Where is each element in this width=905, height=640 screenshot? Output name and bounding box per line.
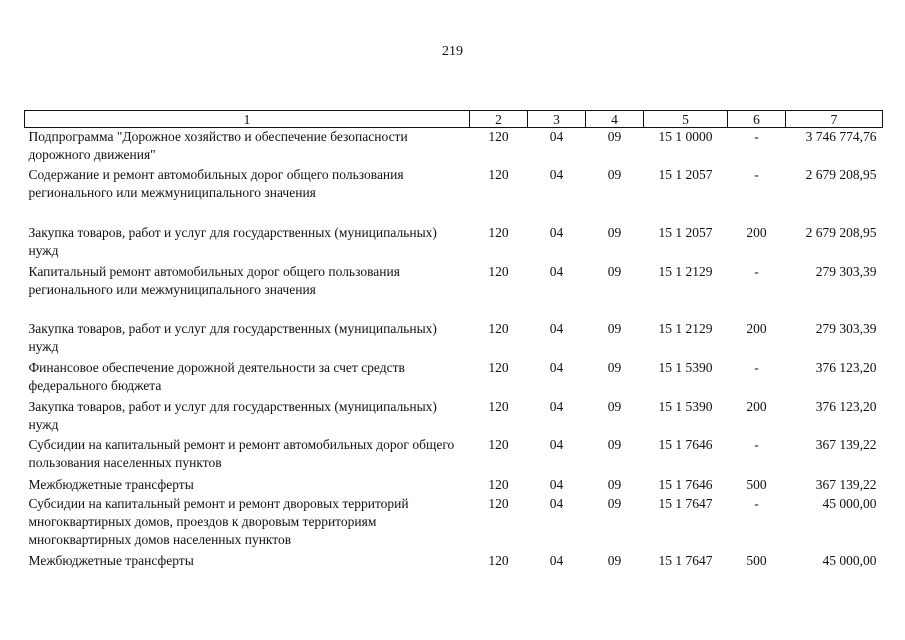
cell-subsection: 09 — [607, 436, 622, 452]
row-name: Финансовое обеспечение дорожной деятельности за счет средств федерального бюджета — [28, 359, 405, 393]
table-row — [25, 320, 883, 359]
table-row — [25, 436, 883, 476]
cell-section: 04 — [549, 129, 564, 144]
cell-section: 04 — [549, 320, 564, 336]
cell-expense-type: - — [754, 436, 759, 452]
cell-section: 04 — [549, 476, 564, 492]
cell-subsection: 09 — [607, 129, 622, 144]
cell-subsection: 09 — [607, 263, 622, 279]
cell-amount: 367 139,22 — [815, 436, 877, 452]
column-header: 6 — [728, 111, 786, 128]
cell-code: 120 — [488, 320, 509, 336]
row-name: Субсидии на капитальный ремонт и ремонт дворовых территорий многоквартирных домов, проездов к дворовым территориям многоквартирных домов населенных пунктов — [28, 495, 409, 547]
cell-expense-type: 500 — [746, 552, 767, 568]
cell-code: 120 — [488, 224, 509, 240]
cell-subsection: 09 — [607, 476, 622, 492]
cell-amount: 279 303,39 — [815, 263, 877, 279]
table-row — [25, 128, 883, 166]
cell-subsection: 09 — [607, 320, 622, 336]
cell-code: 120 — [488, 359, 509, 375]
budget-table — [24, 110, 883, 571]
cell-amount: 45 000,00 — [822, 552, 877, 568]
cell-expense-type: - — [754, 129, 759, 144]
column-header: 7 — [786, 111, 883, 128]
cell-subsection: 09 — [607, 166, 622, 182]
cell-amount: 279 303,39 — [815, 320, 877, 336]
cell-expense-type: 500 — [746, 476, 767, 492]
cell-target: 15 1 2129 — [658, 263, 713, 279]
cell-target: 15 1 2057 — [658, 166, 713, 182]
cell-section: 04 — [549, 166, 564, 182]
row-name: Закупка товаров, работ и услуг для государственных (муниципальных) нужд — [28, 398, 437, 432]
cell-section: 04 — [549, 224, 564, 240]
table-row — [25, 552, 883, 571]
page-number: 219 — [442, 44, 463, 59]
row-name: Содержание и ремонт автомобильных дорог общего пользования регионального или межмуниципального значения — [28, 166, 404, 200]
cell-code: 120 — [488, 552, 509, 568]
cell-target: 15 1 7647 — [658, 495, 713, 511]
table-row — [25, 359, 883, 398]
table-row — [25, 476, 883, 495]
cell-code: 120 — [488, 166, 509, 182]
cell-expense-type: - — [754, 263, 759, 279]
row-name: Закупка товаров, работ и услуг для государственных (муниципальных) нужд — [28, 224, 437, 258]
cell-amount: 2 679 208,95 — [805, 224, 877, 240]
table-row — [25, 224, 883, 263]
cell-expense-type: 200 — [746, 398, 767, 414]
cell-subsection: 09 — [607, 552, 622, 568]
column-header: 4 — [586, 111, 644, 128]
table-row — [25, 398, 883, 436]
cell-amount: 2 679 208,95 — [805, 166, 877, 182]
cell-section: 04 — [549, 495, 564, 511]
cell-code: 120 — [488, 129, 509, 144]
column-header: 1 — [25, 111, 470, 128]
cell-target: 15 1 2129 — [658, 320, 713, 336]
row-name: Межбюджетные трансферты — [28, 476, 194, 492]
cell-target: 15 1 5390 — [658, 398, 713, 414]
cell-section: 04 — [549, 263, 564, 279]
cell-target: 15 1 7647 — [658, 552, 713, 568]
cell-section: 04 — [549, 436, 564, 452]
row-name: Субсидии на капитальный ремонт и ремонт автомобильных дорог общего пользования населенных пунктов — [28, 436, 455, 470]
table-row — [25, 495, 883, 552]
cell-code: 120 — [488, 436, 509, 452]
cell-target: 15 1 7646 — [658, 436, 713, 452]
cell-expense-type: - — [754, 359, 759, 375]
cell-amount: 367 139,22 — [815, 476, 877, 492]
cell-amount: 45 000,00 — [822, 495, 877, 511]
cell-subsection: 09 — [607, 224, 622, 240]
cell-subsection: 09 — [607, 359, 622, 375]
row-name: Межбюджетные трансферты — [28, 552, 194, 568]
cell-code: 120 — [488, 263, 509, 279]
cell-section: 04 — [549, 359, 564, 375]
column-header: 2 — [470, 111, 528, 128]
table-row — [25, 263, 883, 320]
cell-expense-type: - — [754, 166, 759, 182]
cell-subsection: 09 — [607, 495, 622, 511]
cell-subsection: 09 — [607, 398, 622, 414]
table-header-row — [25, 111, 883, 128]
cell-amount: 376 123,20 — [815, 359, 877, 375]
cell-amount: 376 123,20 — [815, 398, 877, 414]
cell-target: 15 1 0000 — [658, 129, 713, 144]
table-row — [25, 166, 883, 224]
cell-expense-type: 200 — [746, 224, 767, 240]
cell-code: 120 — [488, 398, 509, 414]
cell-amount: 3 746 774,76 — [805, 129, 877, 144]
row-name: Закупка товаров, работ и услуг для государственных (муниципальных) нужд — [28, 320, 437, 354]
cell-expense-type: - — [754, 495, 759, 511]
cell-code: 120 — [488, 495, 509, 511]
cell-section: 04 — [549, 552, 564, 568]
cell-target: 15 1 5390 — [658, 359, 713, 375]
row-name: Подпрограмма "Дорожное хозяйство и обеспечение безопасности дорожного движения" — [28, 129, 408, 162]
cell-section: 04 — [549, 398, 564, 414]
cell-code: 120 — [488, 476, 509, 492]
cell-expense-type: 200 — [746, 320, 767, 336]
column-header: 5 — [644, 111, 728, 128]
row-name: Капитальный ремонт автомобильных дорог общего пользования регионального или межмуниципального значения — [28, 263, 400, 297]
cell-target: 15 1 2057 — [658, 224, 713, 240]
column-header: 3 — [528, 111, 586, 128]
cell-target: 15 1 7646 — [658, 476, 713, 492]
